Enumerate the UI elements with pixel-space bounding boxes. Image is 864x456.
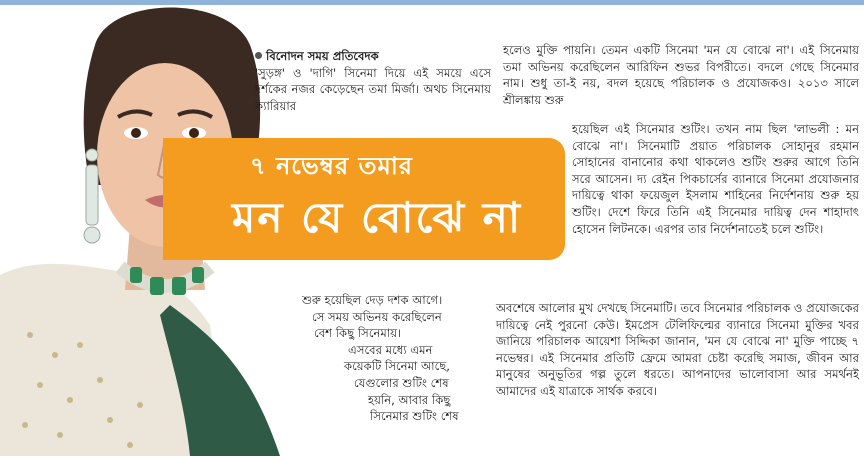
headline-line-2: মন যে বোঝে না [232, 193, 522, 242]
article-column-left-top [255, 48, 491, 114]
article-column-bottom-left [292, 292, 492, 425]
bullet-icon [255, 52, 262, 59]
byline: বিনোদন সময় প্রতিবেদক [255, 49, 379, 63]
article-column-mid-top: হলেও মুক্তি পায়নি। তেমন একটি সিনেমা 'মন যে বোঝে না'। এই সিনেমায় তমা অভিনয় করেছিলেন আরিফিন শুভর বিপরীতে। বদলে গেছে সিনেমার নাম। শুধু তা-ই নয়, বদল হয়েছে পরিচালক ও প্রযোজকও। ২০১৩ সালে শ্রীলঙ্কায় শুরু [503, 43, 859, 107]
text-line: সে সময় অভিনয় করেছিলেন [312, 309, 442, 324]
article-column-mid-lower: হয়েছিল এই সিনেমার শুটিং। তখন নাম ছিল 'লাভলী : মন বোঝে না'। সিনেমাটি প্রয়াত পরিচালক সোহানুর রহমান সোহানের বানানোর কথা থাকলেও শুটিং শুরুর আগে তিনি সরে আসেন। দ্য রেইন পিকচার্সের ব্যানারে সিনেমা প্রযোজনার দায়িত্বে থাকা ফয়েজুল ইসলাম শাহিনের নির্দেশনায় শুরু হয় শুটিং। দেশে ফিরে তিনি এই সিনেমার দায়িত্ব দেন শাহাদাৎ হোসেন লিটনকে। এরপর তার নির্দেশনাতেই চলে শুটিং। [572, 122, 859, 236]
text-line: যেগুলোর শুটিং শেষ [354, 375, 449, 390]
text-line: সিনেমার শুটিং শেষ [370, 409, 459, 424]
text-line: বেশ কিছু সিনেমায়। [314, 326, 402, 341]
text-line: হয়নি, আবার কিছু [368, 392, 451, 407]
article-column-bottom-right: অবশেষে আলোর মুখ দেখছে সিনেমাটি। তবে সিনেমার পরিচালক ও প্রযোজকের দায়িত্বে নেই পুরনো কেউ। ইমপ্রেস টেলিফিল্মের ব্যানারে সিনেমা মুক্তির খবর জানিয়ে পরিচালক আয়েশা সিদ্দিকা জানান, 'মন যে বোঝে না' মুক্তি পাচ্ছে ৭ নভেম্বর। এই সিনেমার প্রতিটি ফ্রেমে আমরা চেষ্টা করেছি সমাজ, জীবন আর মানুষের অনুভূতির গল্প তুলে ধরতে। আপনাদের ভালোবাসা আর সমর্থনই আমাদের এই যাত্রাকে সার্থক করবে। [496, 301, 859, 398]
text-line: এসবের মধ্যে এমন [348, 342, 433, 357]
text-line: কয়েকটি সিনেমা আছে, [344, 359, 450, 374]
paragraph-intro: 'সুড়ঙ্গ' ও 'দাগি' সিনেমা দিয়ে এই সময়ে এসে দর্শকের নজর কেড়েছেন তমা মির্জা। অথচ সিনেমায় ক্যারিয়ার [255, 65, 491, 113]
headline-line-1: ৭ নভেম্বর তমার [250, 152, 414, 180]
text-line: শুরু হয়েছিল দেড় দশক আগে। [302, 293, 443, 307]
